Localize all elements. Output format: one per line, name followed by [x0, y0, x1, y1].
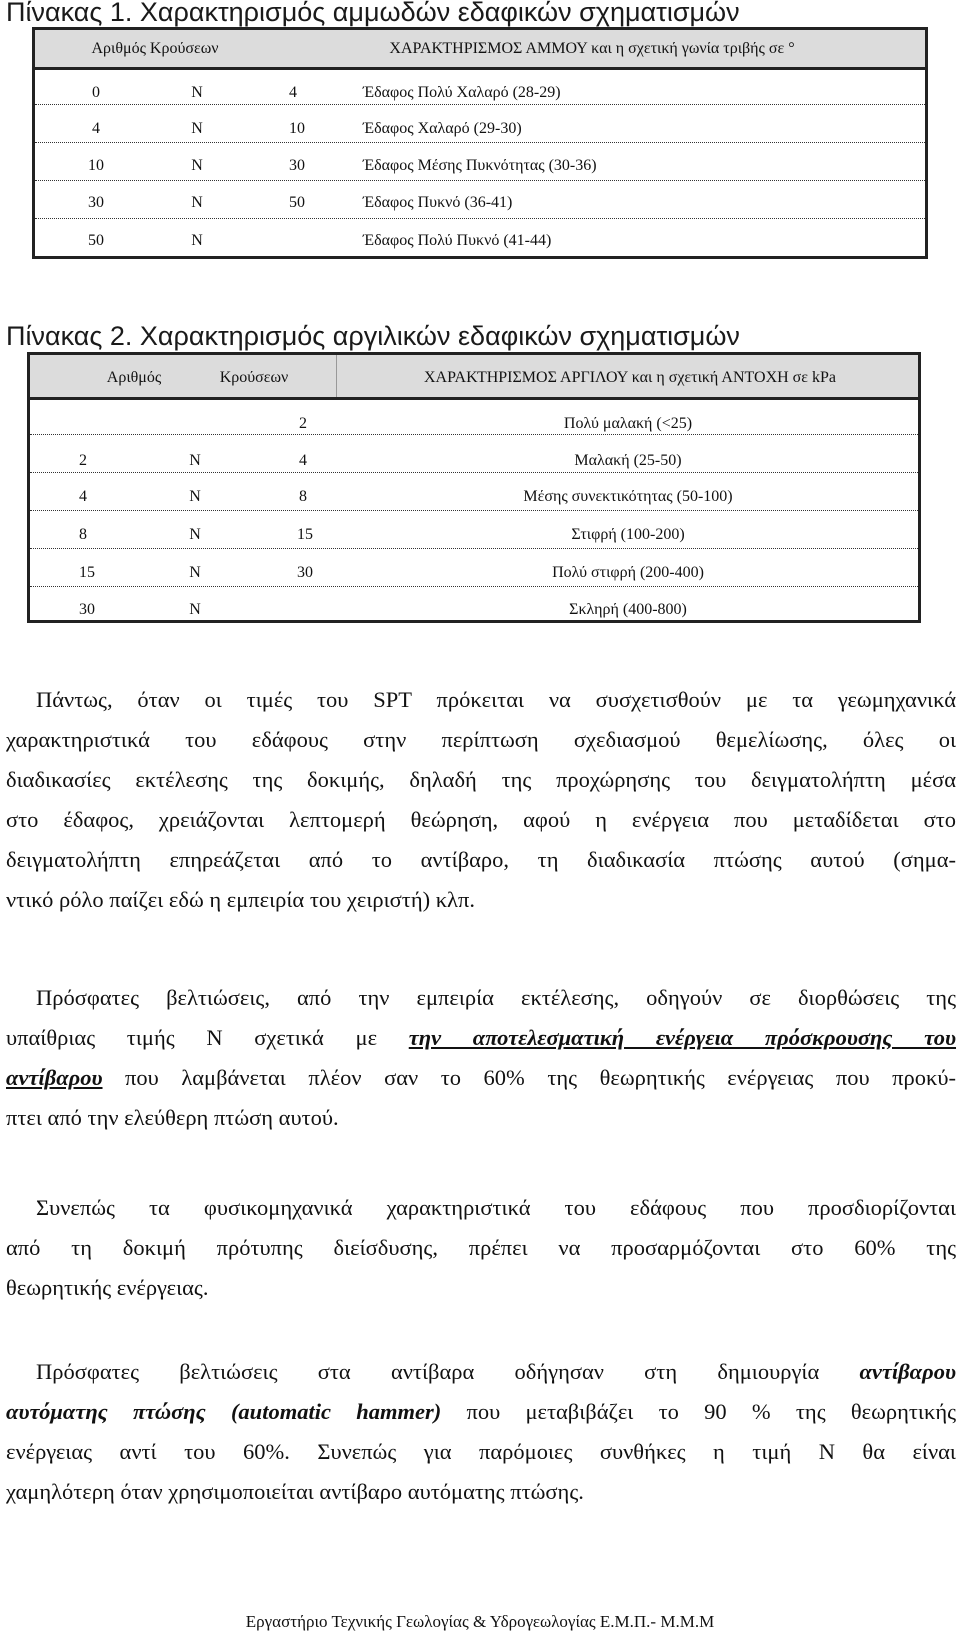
emphasis-hammer: αντίβαρου — [6, 1065, 103, 1090]
table-row: 8 N 15 Στιφρή (100-200) — [30, 511, 918, 549]
table-row: 30 N Σκληρή (400-800) — [79, 601, 687, 618]
table-row: 0 N 4 Έδαφος Πολύ Χαλαρό (28-29) — [35, 67, 925, 105]
table1-caption: Πίνακας 1. Χαρακτηρισμός αμμωδών εδαφικών σχηματισμών — [6, 0, 740, 27]
table-row: 4 N 10 Έδαφος Χαλαρό (29-30) — [35, 105, 925, 143]
emphasis-automatic-hammer: αυτόματης πτώσης (automatic hammer) — [6, 1399, 442, 1424]
page-footer: Εργαστήριο Τεχνικής Γεωλογίας & Υδρογεωλογίας Ε.Μ.Π.- Μ.Μ.Μ — [245, 1612, 715, 1631]
table-row: 10 N 30 Έδαφος Μέσης Πυκνότητας (30-36) — [35, 143, 925, 181]
table2-header — [30, 355, 918, 400]
table-row: 2 N 4 Μαλακή (25-50) — [30, 435, 918, 473]
table1-header-characterization: ΧΑΡΑΚΤΗΡΙΣΜΟΣ ΑΜΜΟΥ και η σχετική γωνία τριβής σε ° — [389, 40, 795, 57]
table-row: 2 Πολύ μαλακή (<25) — [30, 397, 918, 435]
paragraph-4: Πρόσφατες βελτιώσεις στα αντίβαρα οδήγησαν στη δημιουργία αντίβαρου αυτόματης πτώσης (automatic hammer) που μεταβιβάζει το 90 % της θεωρητικής ενέργειας αντί του 60%. Συνεπώς για παρόμοιες συνθήκες η τιμή Ν θα είναι χαμηλότερη όταν χρησιμοποιείται αντίβαρο αυτόματης πτώσης. — [6, 1359, 956, 1504]
emphasis-energy: την αποτελεσματική ενέργεια πρόσκρουσης του — [408, 1025, 957, 1050]
table-row: 50 N Έδαφος Πολύ Πυκνό (41-44) — [88, 232, 552, 249]
table2-header-divider — [336, 355, 337, 397]
emphasis-hammer-term: αντίβαρου — [859, 1359, 956, 1384]
table2-header-strikes: Κρούσεων — [219, 369, 289, 386]
table2 — [27, 352, 921, 623]
table-row: 30 N 50 Έδαφος Πυκνό (36-41) — [35, 181, 925, 219]
table2-header-characterization: ΧΑΡΑΚΤΗΡΙΣΜΟΣ ΑΡΓΙΛΟΥ και η σχετική ΑΝΤΟΧΗ σε kPa — [423, 369, 837, 386]
table-row: 4 N 8 Μέσης συνεκτικότητας (50-100) — [30, 473, 918, 511]
table1 — [32, 27, 928, 259]
table1-header-strikes: Αριθμός Κρούσεων — [91, 40, 219, 57]
paragraph-1: Πάντως, όταν οι τιμές του SPT πρόκειται να συσχετισθούν με τα γεωμηχανικά χαρακτηριστικά του εδάφους στην περίπτωση σχεδιασμού θεμελίωσης, όλες οι διαδικασίες εκτέλεσης της δοκιμής, δηλαδή της προχώρησης του δειγματολήπτη μέσα στο έδαφος, χρειάζονται λεπτομερή θεώρηση, αφού η ενέργεια που μεταδίδεται στο δειγματολήπτη επηρεάζεται από το αντίβαρο, τη διαδικασία πτώσης αυτού (σημα- ντικό ρόλο παίζει εδώ η εμπειρία του χειριστή) κλπ. — [6, 687, 956, 912]
paragraph-3: Συνεπώς τα φυσικομηχανικά χαρακτηριστικά του εδάφους που προσδιορίζονται από τη δοκιμή πρότυπης διείσδυσης, πρέπει να προσαρμόζονται στο 60% της θεωρητικής ενέργειας. — [6, 1195, 956, 1300]
paragraph-2: Πρόσφατες βελτιώσεις, από την εμπειρία εκτέλεσης, οδηγούν σε διορθώσεις της υπαίθριας τιμής Ν σχετικά με την αποτελεσματική ενέργεια πρόσκρουσης του αντίβαρου που λαμβάνεται πλέον σαν το 60% της θεωρητικής ενέργειας που προκύ- πτει από την ελεύθερη πτώση αυτού. — [6, 985, 957, 1130]
table-row: 15 N 30 Πολύ στιφρή (200-400) — [30, 549, 918, 587]
table2-caption: Πίνακας 2. Χαρακτηρισμός αργιλικών εδαφικών σχηματισμών — [6, 321, 740, 351]
table2-header-number: Αριθμός — [106, 369, 162, 386]
table1-header — [35, 30, 925, 70]
